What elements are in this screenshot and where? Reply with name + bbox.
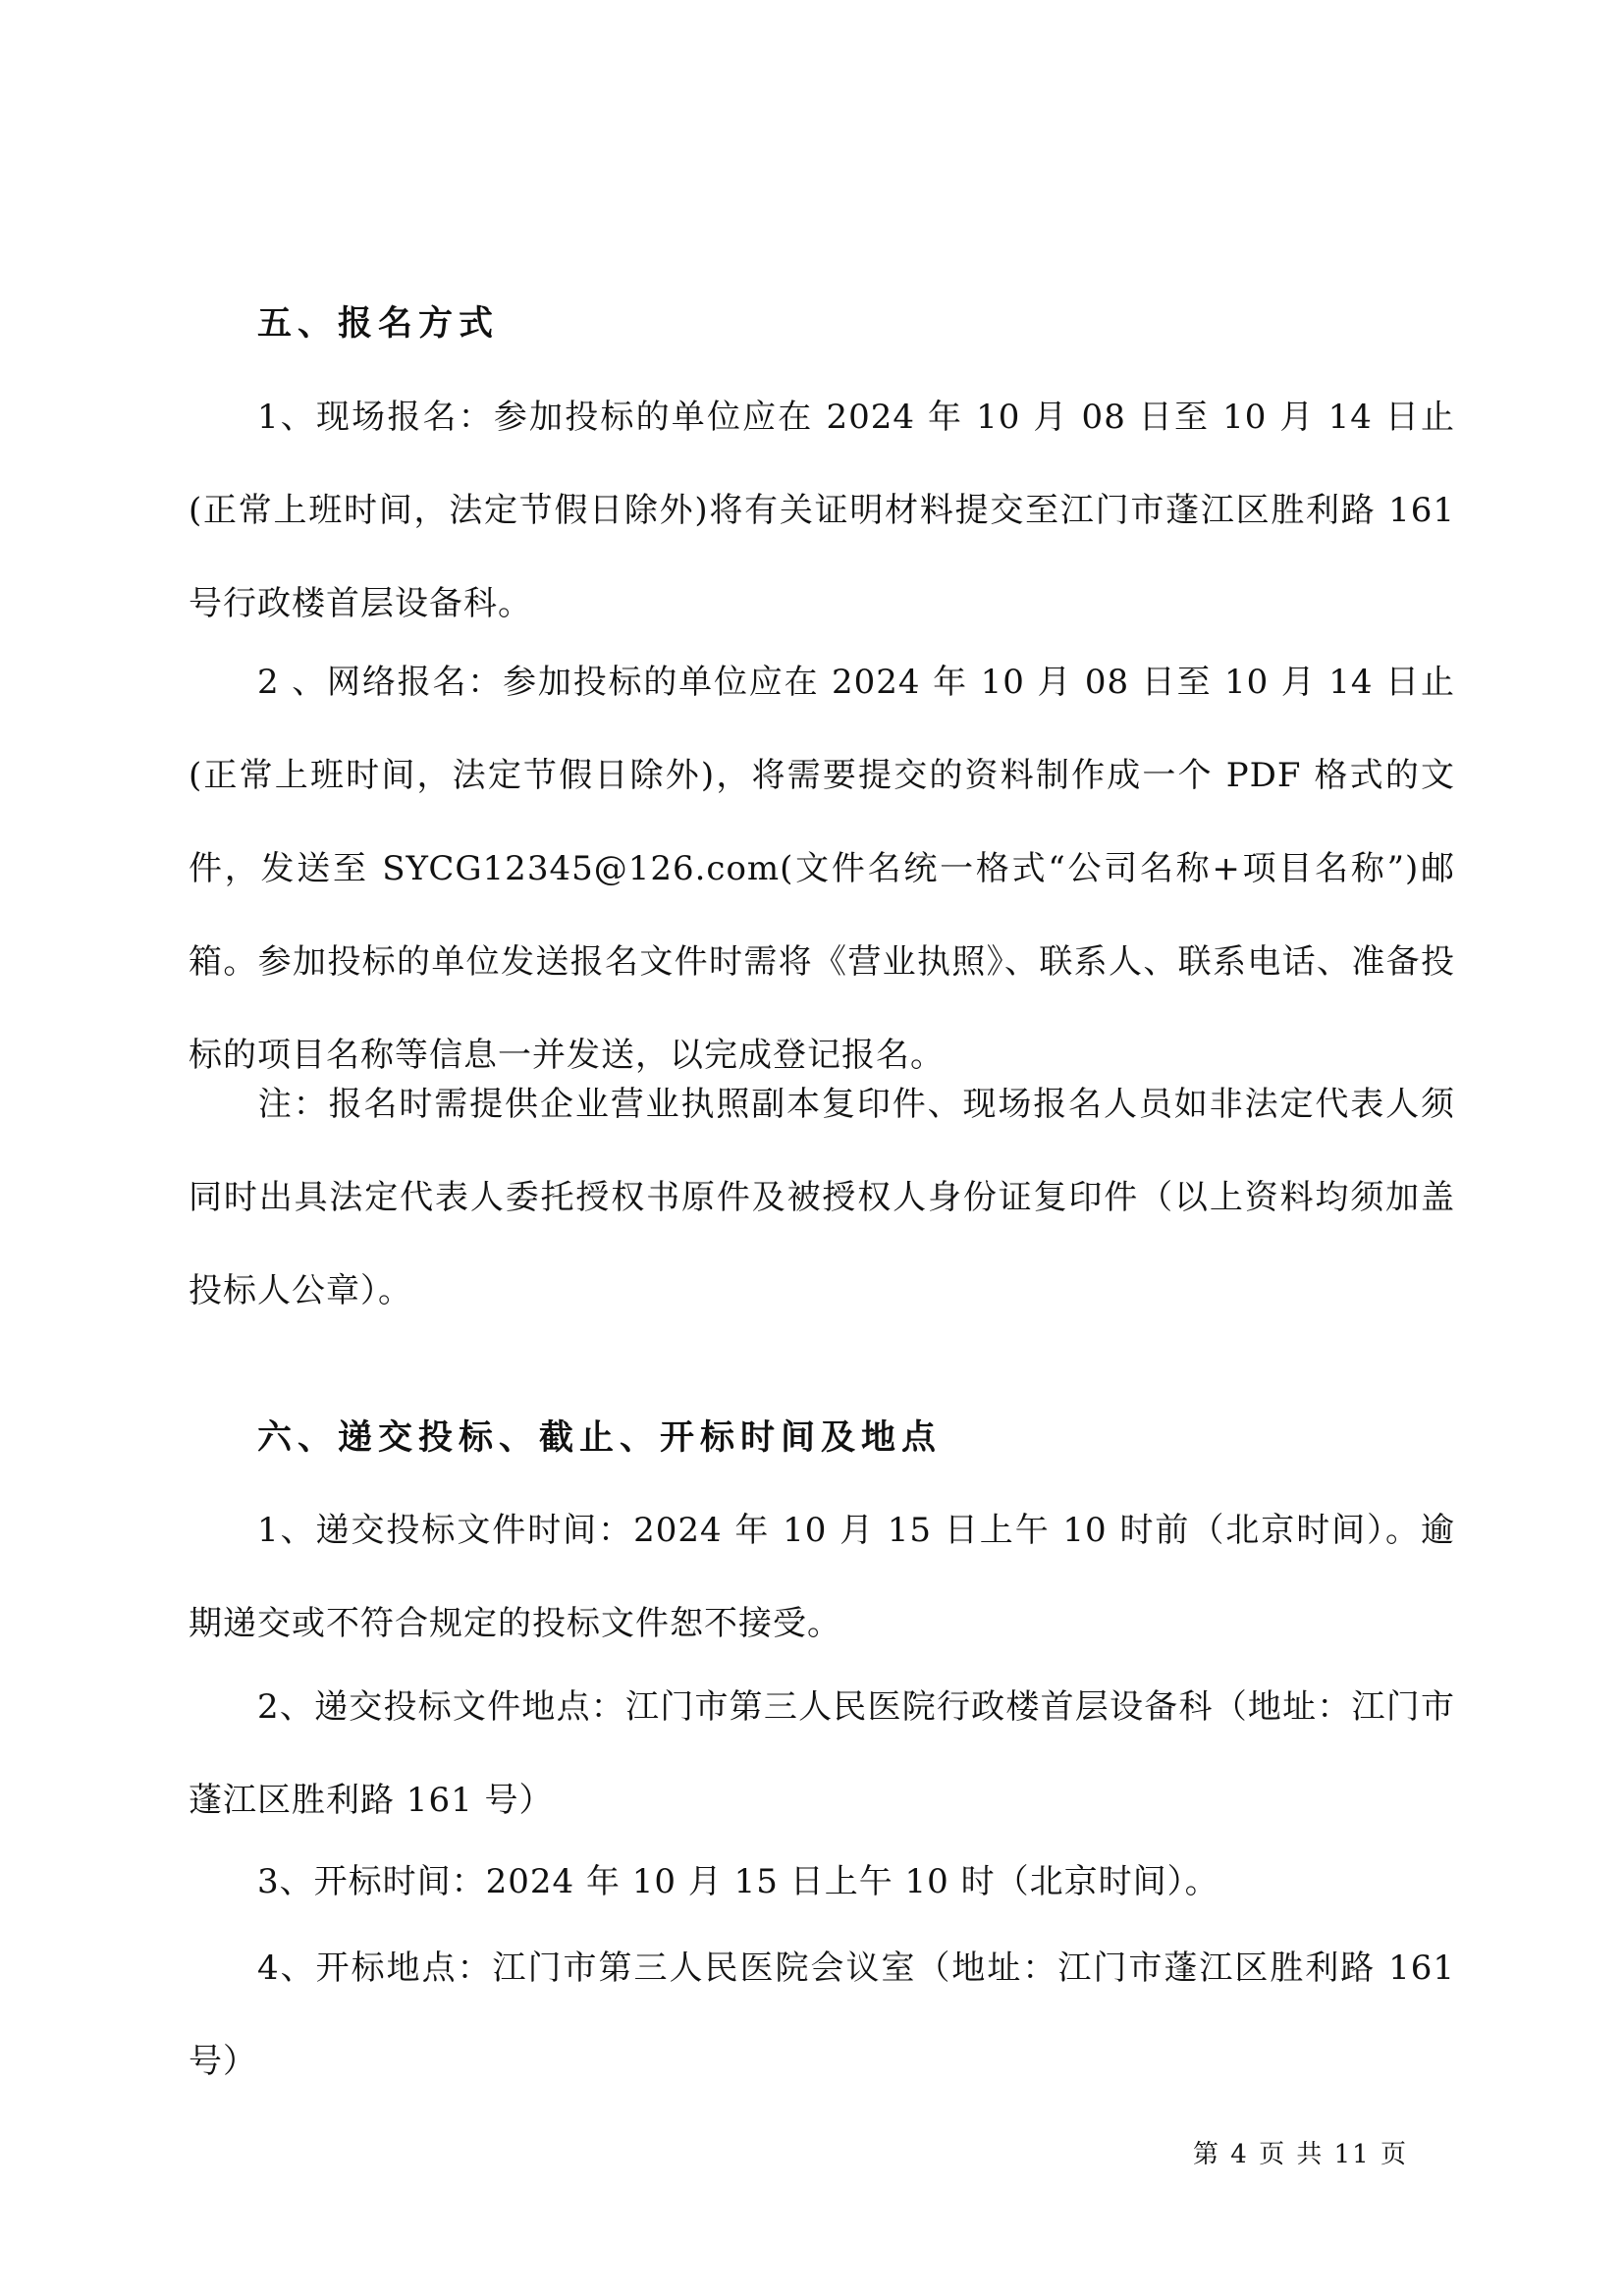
paragraph-text: 2 、网络报名：参加投标的单位应在 2024 年 10 月 08 日至 10 月 14 日止(正常上班时间，法定节假日除外)，将需要提交的资料制作成一个 PDF 格式的文件，发送至 SYCG12345@126.com(文件名统一格式“公司名称+项目名称”)邮箱。参加投标的单位发送报名文件时需将《营业执照》、联系人、联系电话、准备投标的项目名称等信息一并发送，以完成登记报名。: [189, 663, 1455, 1075]
page-number: 第 4 页 共 11 页: [1193, 2140, 1408, 2169]
paragraph-text: 1、递交投标文件时间：2024 年 10 月 15 日上午 10 时前（北京时间）。逾期递交或不符合规定的投标文件恕不接受。: [189, 1511, 1455, 1643]
paragraph-text: 2、递交投标文件地点：江门市第三人民医院行政楼首层设备科（地址：江门市蓬江区胜利路 161 号）: [189, 1687, 1455, 1820]
paragraph-text: 4、开标地点：江门市第三人民医院会议室（地址：江门市蓬江区胜利路 161 号）: [189, 1949, 1455, 2081]
paragraph-text: 注：报名时需提供企业营业执照副本复印件、现场报名人员如非法定代表人须同时出具法定代表人委托授权书原件及被授权人身份证复印件（以上资料均须加盖投标人公章）。: [189, 1085, 1455, 1310]
paragraph-opening-place: [189, 1922, 1455, 2109]
paragraph-text: 1、现场报名：参加投标的单位应在 2024 年 10 月 08 日至 10 月 14 日止(正常上班时间，法定节假日除外)将有关证明材料提交至江门市蓬江区胜利路 161 号行政楼首层设备科。: [189, 398, 1455, 623]
paragraph-submission-time: [189, 1484, 1455, 1671]
paragraph-online-registration: [189, 636, 1455, 1102]
section-heading-submission: 六、递交投标、截止、开标时间及地点: [257, 1417, 943, 1458]
paragraph-opening-time: [189, 1836, 1455, 1929]
paragraph-submission-place: [189, 1661, 1455, 1847]
section-heading-registration: 五、报名方式: [257, 303, 500, 344]
paragraph-onsite-registration: [189, 371, 1455, 651]
paragraph-text: 3、开标时间：2024 年 10 月 15 日上午 10 时（北京时间）。: [257, 1862, 1219, 1901]
paragraph-registration-note: [189, 1058, 1455, 1338]
